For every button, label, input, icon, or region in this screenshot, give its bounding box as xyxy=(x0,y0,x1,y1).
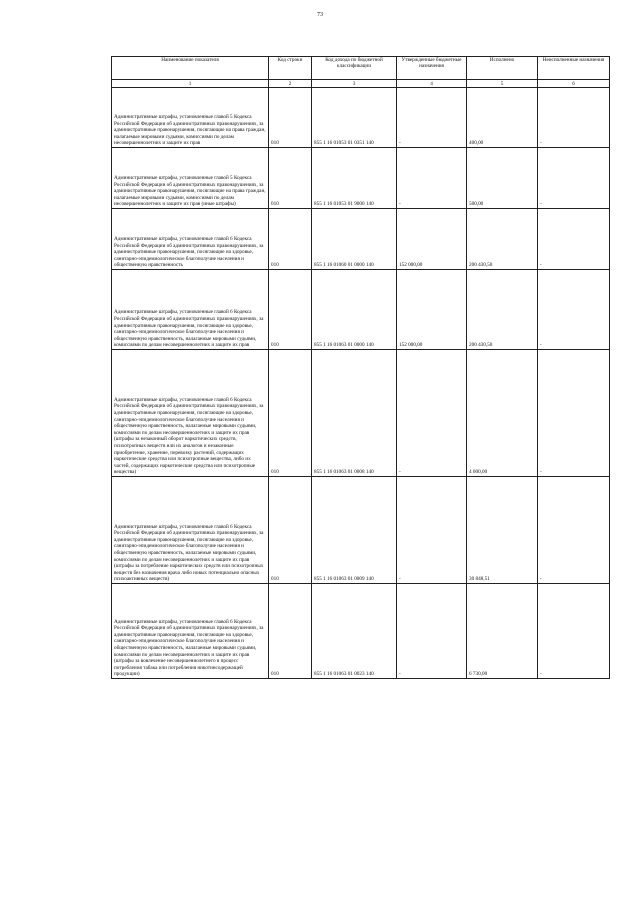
table-header-row xyxy=(112,57,610,80)
income-code: 855 1 16 01063 01 0023 140 xyxy=(312,584,397,679)
header-indicator-name: Наименование показателя xyxy=(112,57,269,80)
table-row xyxy=(112,148,610,209)
unexecuted-value: - xyxy=(538,270,610,350)
column-number: 1 xyxy=(112,80,269,88)
income-code: 855 1 16 01063 01 0009 140 xyxy=(312,477,397,584)
line-code: 010 xyxy=(269,209,312,270)
indicator-name: Административные штрафы, установленные главой 6 Кодекса Российской Федерации об административных правонарушениях, за административные правонарушения, посягающие на здоровье, санитарно-эпидемиологическое благополучие населения и общественную нравственность xyxy=(112,209,269,270)
column-number: 5 xyxy=(467,80,538,88)
line-code: 010 xyxy=(269,148,312,209)
page-number: 73 xyxy=(317,12,323,18)
approved-value: - xyxy=(397,148,467,209)
unexecuted-value: - xyxy=(538,350,610,477)
table-row xyxy=(112,350,610,477)
indicator-name: Административные штрафы, установленные главой 6 Кодекса Российской Федерации об административных правонарушениях, за административные правонарушения, посягающие на здоровье, санитарно-эпидемиологическое благополучие населения и общественную нравственность, налагаемые мировыми судьями, комиссиями по делам несовершеннолетних и защите их прав (штрафы за незаконный оборот наркотических средств, психотропных веществ или их аналогов и незаконные приобретение, хранение, перевозку растений, содержащих наркотические средства или психотропные вещества, либо их частей, содержащих наркотические средства или психотропные вещества) xyxy=(112,350,269,477)
header-income-code: Код дохода по бюджетной классификации xyxy=(312,57,397,80)
line-code: 010 xyxy=(269,350,312,477)
unexecuted-value: - xyxy=(538,477,610,584)
line-code: 010 xyxy=(269,270,312,350)
income-code: 855 1 16 01060 01 0000 140 xyxy=(312,209,397,270)
approved-value: 152 000,00 xyxy=(397,209,467,270)
column-number: 4 xyxy=(397,80,467,88)
unexecuted-value: - xyxy=(538,148,610,209)
line-code: 010 xyxy=(269,88,312,148)
income-code: 855 1 16 01063 01 0008 140 xyxy=(312,350,397,477)
unexecuted-value: - xyxy=(538,88,610,148)
table-row xyxy=(112,270,610,350)
approved-value: - xyxy=(397,584,467,679)
executed-value: 6 730,00 xyxy=(467,584,538,679)
table-row xyxy=(112,477,610,584)
executed-value: 200 430,50 xyxy=(467,270,538,350)
unexecuted-value: - xyxy=(538,209,610,270)
indicator-name: Административные штрафы, установленные главой 6 Кодекса Российской Федерации об административных правонарушениях, за административные правонарушения, посягающие на здоровье, санитарно-эпидемиологическое благополучие населения и общественную нравственность, налагаемые мировыми судьями, комиссиями по делам несовершеннолетних и защите их прав (штрафы за потребление наркотических средств или психотропных веществ без назначения врача либо новых потенциально опасных психоактивных веществ) xyxy=(112,477,269,584)
income-code: 855 1 16 01053 01 0351 140 xyxy=(312,88,397,148)
indicator-name: Административные штрафы, установленные главой 5 Кодекса Российской Федерации об административных правонарушениях, за административные правонарушения, посягающие на права граждан, налагаемые мировыми судьями, комиссиями по делам несовершеннолетних и защите их прав xyxy=(112,88,269,148)
unexecuted-value: - xyxy=(538,584,610,679)
header-line-code: Код строки xyxy=(269,57,312,80)
approved-value: - xyxy=(397,477,467,584)
header-executed: Исполнено xyxy=(467,57,538,80)
indicator-name: Административные штрафы, установленные главой 6 Кодекса Российской Федерации об административных правонарушениях, за административные правонарушения, посягающие на здоровье, санитарно-эпидемиологическое благополучие населения и общественную нравственность, налагаемые мировыми судьями, комиссиями по делам несовершеннолетних и защите их прав xyxy=(112,270,269,350)
indicator-name: Административные штрафы, установленные главой 6 Кодекса Российской Федерации об административных правонарушениях, за административные правонарушения, посягающие на здоровье, санитарно-эпидемиологическое благополучие населения и общественную нравственность, налагаемые мировыми судьями, комиссиями по делам несовершеннолетних и защите их прав (штрафы за вовлечение несовершеннолетнего в процесс потребления табака или потребления никотинсодержащей продукции) xyxy=(112,584,269,679)
indicator-name: Административные штрафы, установленные главой 5 Кодекса Российской Федерации об административных правонарушениях, за административные правонарушения, посягающие на права граждан, налагаемые мировыми судьями, комиссиями по делам несовершеннолетних и защите их прав (иные штрафы) xyxy=(112,148,269,209)
executed-value: 400,00 xyxy=(467,88,538,148)
approved-value: - xyxy=(397,88,467,148)
executed-value: 200 430,50 xyxy=(467,209,538,270)
column-number-row xyxy=(112,80,610,88)
header-approved: Утвержденные бюджетные назначения xyxy=(397,57,467,80)
line-code: 010 xyxy=(269,584,312,679)
column-number: 3 xyxy=(312,80,397,88)
header-unexecuted: Неисполненные назначения xyxy=(538,57,610,80)
line-code: 010 xyxy=(269,477,312,584)
executed-value: 30 848,51 xyxy=(467,477,538,584)
table-row xyxy=(112,88,610,148)
executed-value: 4 000,00 xyxy=(467,350,538,477)
table-row xyxy=(112,209,610,270)
executed-value: 500,00 xyxy=(467,148,538,209)
approved-value: 152 000,00 xyxy=(397,270,467,350)
column-number: 6 xyxy=(538,80,610,88)
income-code: 855 1 16 01053 01 9000 140 xyxy=(312,148,397,209)
column-number: 2 xyxy=(269,80,312,88)
approved-value: - xyxy=(397,350,467,477)
report-table xyxy=(111,56,610,679)
table-row xyxy=(112,584,610,679)
income-code: 855 1 16 01063 01 0000 140 xyxy=(312,270,397,350)
